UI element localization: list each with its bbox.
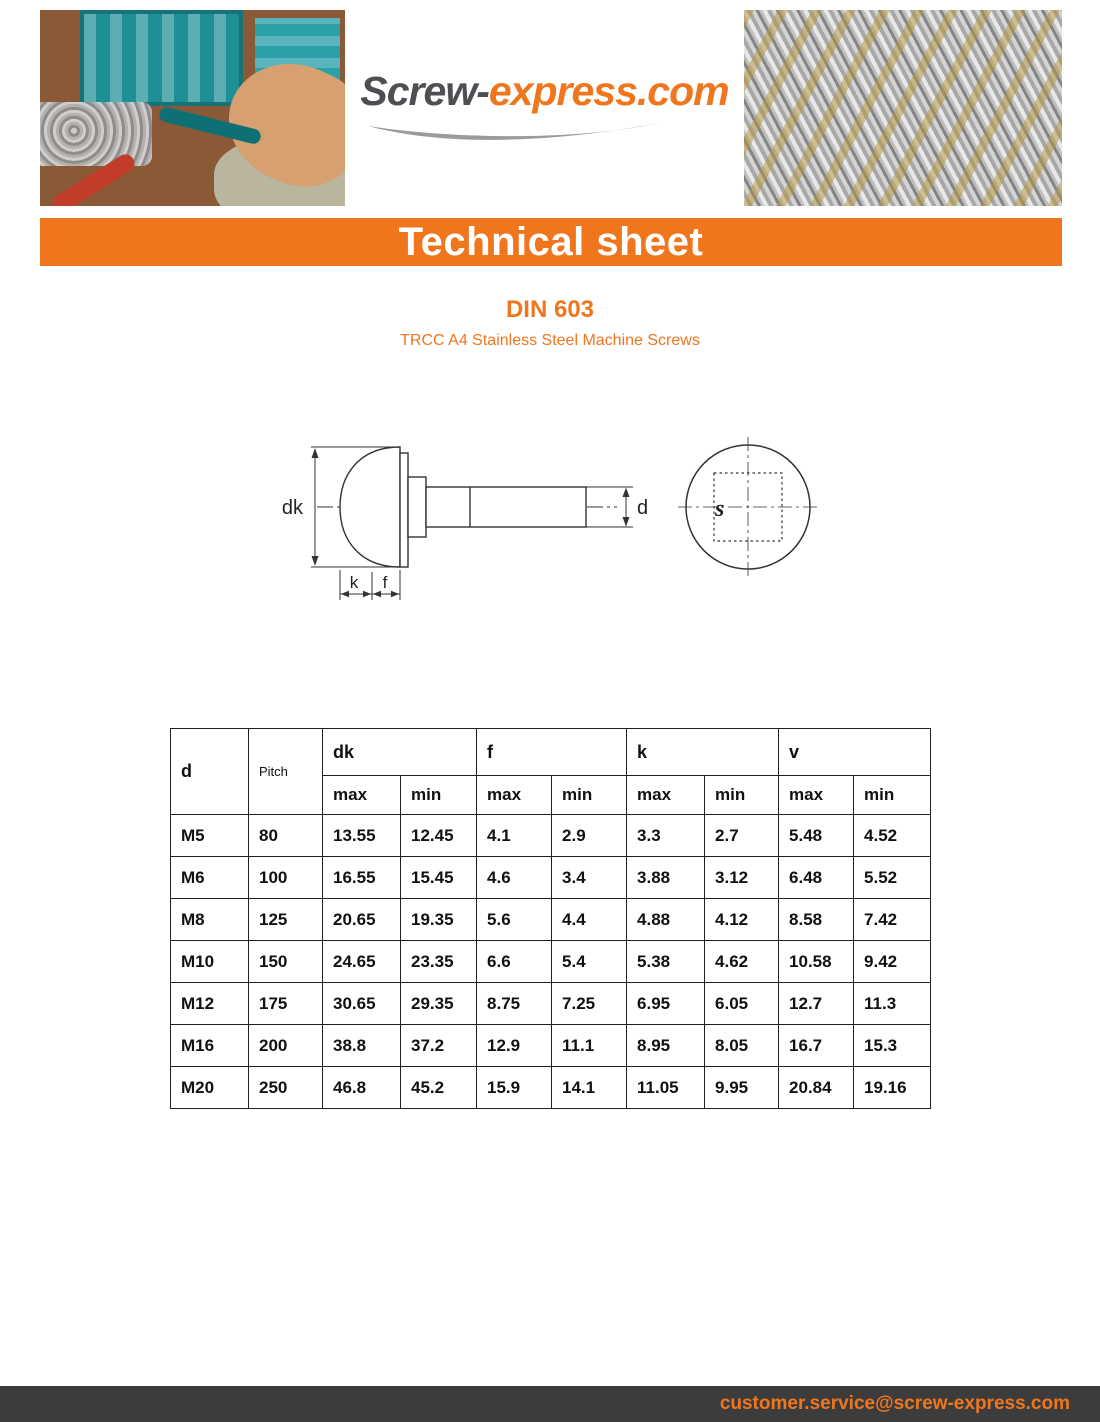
table-row: [171, 941, 931, 983]
label-k: k: [349, 573, 359, 592]
table-row: [171, 1025, 931, 1067]
cell-value: 19.16: [854, 1067, 931, 1109]
cell-value: 11.05: [627, 1067, 705, 1109]
footer: [0, 1386, 1100, 1422]
cell-value: 10.58: [779, 941, 854, 983]
col-header-pitch: Pitch: [249, 729, 323, 815]
cell-pitch: 175: [249, 983, 323, 1025]
technical-drawing: [265, 420, 845, 625]
cell-value: 15.9: [477, 1067, 552, 1109]
cell-value: 4.1: [477, 815, 552, 857]
bolt-head-top-view: [678, 437, 818, 577]
label-f: f: [382, 573, 388, 592]
cell-value: 4.88: [627, 899, 705, 941]
cell-value: 4.62: [705, 941, 779, 983]
cell-pitch: 150: [249, 941, 323, 983]
cell-value: 20.65: [323, 899, 401, 941]
cell-value: 15.45: [401, 857, 477, 899]
cell-value: 3.4: [552, 857, 627, 899]
bolt-dome-head: [340, 447, 400, 567]
footer-email: customer.service@screw-express.com: [719, 1393, 1070, 1414]
cell-value: 14.1: [552, 1067, 627, 1109]
cell-value: 46.8: [323, 1067, 401, 1109]
photo-fragment: [40, 102, 152, 166]
cell-value: 2.7: [705, 815, 779, 857]
cell-value: 5.38: [627, 941, 705, 983]
cell-value: 6.95: [627, 983, 705, 1025]
cell-pitch: 125: [249, 899, 323, 941]
col-header-dk: dk: [323, 729, 477, 776]
cell-value: 3.88: [627, 857, 705, 899]
photo-fragment: [80, 10, 243, 106]
technical-drawing-svg: [265, 420, 845, 625]
label-d: d: [637, 497, 649, 519]
cell-value: 4.6: [477, 857, 552, 899]
table-row: [171, 899, 931, 941]
cell-d: M6: [171, 857, 249, 899]
label-dk: dk: [281, 497, 303, 519]
table-header-row: [171, 729, 931, 776]
cell-value: 5.48: [779, 815, 854, 857]
bolt-head-lip: [400, 453, 408, 567]
cell-value: 8.95: [627, 1025, 705, 1067]
cell-value: 16.55: [323, 857, 401, 899]
dimensions-table: [170, 728, 931, 1109]
cell-d: M8: [171, 899, 249, 941]
subheader-min: min: [401, 776, 477, 815]
cell-value: 20.84: [779, 1067, 854, 1109]
cell-value: 12.9: [477, 1025, 552, 1067]
workbench-photo: [40, 10, 345, 206]
subheader-min: min: [705, 776, 779, 815]
logo: [345, 10, 744, 206]
cell-pitch: 80: [249, 815, 323, 857]
cell-value: 5.4: [552, 941, 627, 983]
cell-value: 2.9: [552, 815, 627, 857]
subheader-max: max: [627, 776, 705, 815]
cell-value: 11.1: [552, 1025, 627, 1067]
logo-suffix: express.com: [488, 67, 729, 114]
subheader-min: min: [854, 776, 931, 815]
screws-photo: [744, 10, 1062, 206]
cell-value: 3.3: [627, 815, 705, 857]
cell-value: 12.7: [779, 983, 854, 1025]
cell-value: 37.2: [401, 1025, 477, 1067]
logo-inner: [360, 67, 729, 146]
cell-value: 3.12: [705, 857, 779, 899]
cell-value: 45.2: [401, 1067, 477, 1109]
col-header-d: d: [171, 729, 249, 815]
cell-value: 7.42: [854, 899, 931, 941]
table-row: [171, 857, 931, 899]
cell-pitch: 250: [249, 1067, 323, 1109]
logo-text: [360, 67, 729, 114]
subheader-max: max: [477, 776, 552, 815]
cell-value: 15.3: [854, 1025, 931, 1067]
table-row: [171, 983, 931, 1025]
label-s: s: [715, 496, 725, 522]
cell-value: 5.6: [477, 899, 552, 941]
cell-d: M10: [171, 941, 249, 983]
bolt-shank: [426, 487, 586, 527]
col-header-k: k: [627, 729, 779, 776]
cell-value: 8.58: [779, 899, 854, 941]
subheader-min: min: [552, 776, 627, 815]
cell-pitch: 100: [249, 857, 323, 899]
cell-value: 23.35: [401, 941, 477, 983]
cell-d: M12: [171, 983, 249, 1025]
cell-value: 6.6: [477, 941, 552, 983]
cell-value: 30.65: [323, 983, 401, 1025]
table-row: [171, 1067, 931, 1109]
cell-value: 4.52: [854, 815, 931, 857]
cell-value: 16.7: [779, 1025, 854, 1067]
cell-value: 4.12: [705, 899, 779, 941]
cell-d: M16: [171, 1025, 249, 1067]
col-header-v: v: [779, 729, 931, 776]
cell-value: 5.52: [854, 857, 931, 899]
cell-value: 9.42: [854, 941, 931, 983]
bolt-square-neck: [408, 477, 426, 537]
table-row: [171, 815, 931, 857]
banner-title: Technical sheet: [398, 219, 704, 264]
subheader-max: max: [779, 776, 854, 815]
cell-value: 12.45: [401, 815, 477, 857]
standard-title: DIN 603: [505, 296, 595, 323]
subheader-max: max: [323, 776, 401, 815]
cell-d: M5: [171, 815, 249, 857]
logo-swoosh-icon: [364, 120, 664, 146]
bolt-side-view: [317, 447, 617, 567]
logo-prefix: Screw-: [360, 67, 489, 114]
cell-value: 29.35: [401, 983, 477, 1025]
cell-d: M20: [171, 1067, 249, 1109]
cell-value: 19.35: [401, 899, 477, 941]
standard-subtitle: TRCC A4 Stainless Steel Machine Screws: [400, 332, 700, 349]
banner: [40, 218, 1062, 266]
cell-value: 7.25: [552, 983, 627, 1025]
cell-value: 6.48: [779, 857, 854, 899]
cell-value: 4.4: [552, 899, 627, 941]
col-header-f: f: [477, 729, 627, 776]
cell-value: 8.75: [477, 983, 552, 1025]
cell-value: 9.95: [705, 1067, 779, 1109]
cell-value: 38.8: [323, 1025, 401, 1067]
cell-value: 6.05: [705, 983, 779, 1025]
cell-value: 13.55: [323, 815, 401, 857]
cell-value: 24.65: [323, 941, 401, 983]
cell-value: 11.3: [854, 983, 931, 1025]
cell-pitch: 200: [249, 1025, 323, 1067]
cell-value: 8.05: [705, 1025, 779, 1067]
